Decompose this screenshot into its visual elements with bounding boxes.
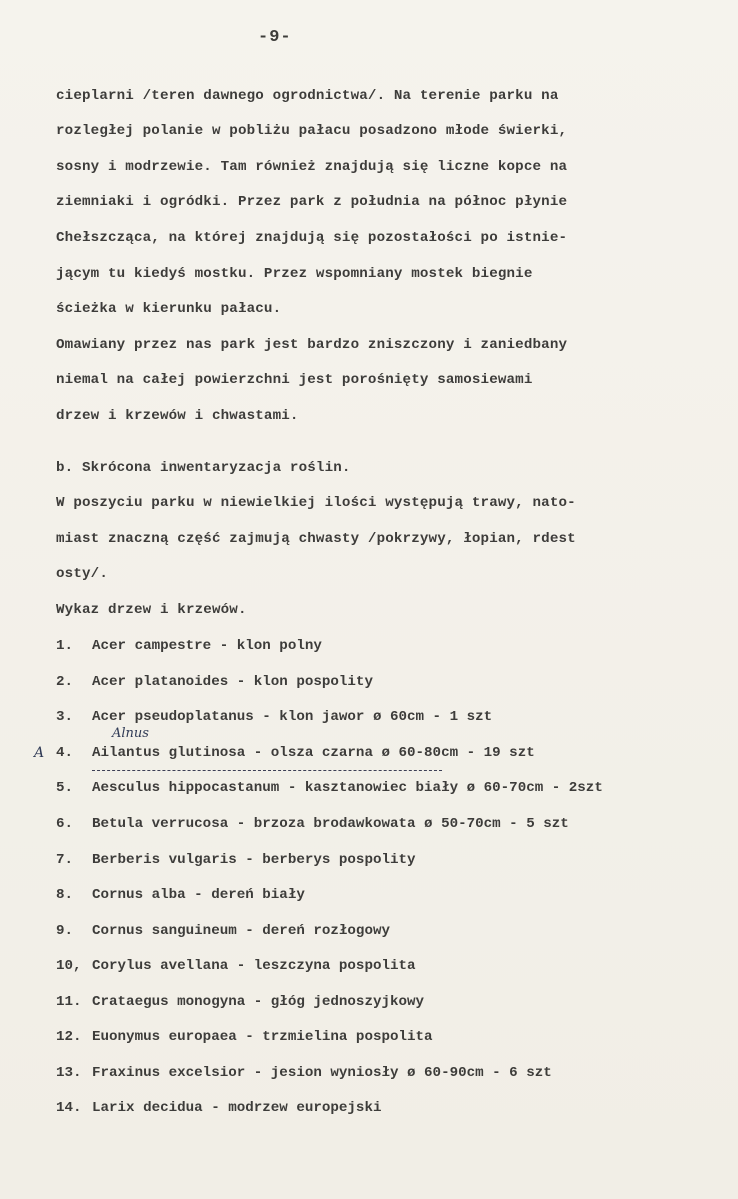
list-item — [56, 923, 390, 939]
list-item — [56, 674, 373, 690]
paragraph-line: jącym tu kiedyś mostku. Przez wspomniany mostek biegnie — [56, 266, 533, 282]
list-item — [56, 852, 416, 868]
item-number: 11. — [56, 994, 82, 1010]
paragraph-line: niemal na całej powierzchni jest porośnięty samosiewami — [56, 372, 533, 388]
item-number: 1. — [56, 638, 74, 654]
paragraph-line: rozległej polanie w pobliżu pałacu posadzono młode świerki, — [56, 123, 568, 139]
item-number: 4. — [56, 745, 74, 761]
list-item — [56, 709, 492, 725]
underline-mark — [92, 770, 442, 771]
page-number: -9- — [258, 28, 292, 47]
paragraph-line: ziemniaki i ogródki. Przez park z południa na północ płynie — [56, 194, 568, 210]
item-text: Acer campestre - klon polny — [92, 638, 322, 654]
item-number: 13. — [56, 1065, 82, 1081]
list-item — [56, 1065, 552, 1081]
list-item — [56, 638, 322, 654]
list-item — [56, 994, 424, 1010]
item-number: 10, — [56, 958, 82, 974]
list-heading: Wykaz drzew i krzewów. — [56, 602, 247, 618]
paragraph-line: Chełszcząca, na której znajdują się pozostałości po istnie- — [56, 230, 568, 246]
list-item — [56, 816, 569, 832]
list-item — [56, 780, 603, 796]
item-text: Corylus avellana - leszczyna pospolita — [92, 958, 416, 974]
section-line: osty/. — [56, 566, 108, 582]
paragraph-line: cieplarni /teren dawnego ogrodnictwa/. Na terenie parku na — [56, 88, 559, 104]
item-text: Euonymus europaea - trzmielina pospolita — [92, 1029, 433, 1045]
list-item — [56, 745, 535, 761]
item-text: Acer pseudoplatanus - klon jawor ø 60cm - 1 szt — [92, 709, 493, 725]
item-text: Acer platanoides - klon pospolity — [92, 674, 373, 690]
paragraph-line: Omawiany przez nas park jest bardzo zniszczony i zaniedbany — [56, 337, 568, 353]
item-text: Crataegus monogyna - głóg jednoszyjkowy — [92, 994, 425, 1010]
section-line: W poszyciu parku w niewielkiej ilości występują trawy, nato- — [56, 495, 576, 511]
item-number: 5. — [56, 780, 74, 796]
item-number: 6. — [56, 816, 74, 832]
paragraph-line: ścieżka w kierunku pałacu. — [56, 301, 282, 317]
handwritten-correction: Alnus — [112, 726, 149, 741]
item-text: Larix decidua - modrzew europejski — [92, 1100, 382, 1116]
list-item — [56, 1100, 381, 1116]
item-text: Berberis vulgaris - berberys pospolity — [92, 852, 416, 868]
paragraph-line: drzew i krzewów i chwastami. — [56, 408, 299, 424]
item-text: Cornus sanguineum - dereń rozłogowy — [92, 923, 390, 939]
item-number: 8. — [56, 887, 74, 903]
item-text: Cornus alba - dereń biały — [92, 887, 305, 903]
item-text: Fraxinus excelsior - jesion wyniosły ø 60-90cm - 6 szt — [92, 1065, 552, 1081]
item-text: Ailantus glutinosa - olsza czarna ø 60-80cm - 19 szt — [92, 745, 535, 761]
list-item — [56, 1029, 433, 1045]
section-heading: b. Skrócona inwentaryzacja roślin. — [56, 460, 351, 476]
section-line: miast znaczną część zajmują chwasty /pokrzywy, łopian, rdest — [56, 531, 576, 547]
list-item — [56, 887, 305, 903]
margin-mark: A — [34, 745, 45, 761]
item-number: 7. — [56, 852, 74, 868]
item-number: 14. — [56, 1100, 82, 1116]
item-number: 12. — [56, 1029, 82, 1045]
paragraph-line: sosny i modrzewie. Tam również znajdują się liczne kopce na — [56, 159, 568, 175]
item-text: Betula verrucosa - brzoza brodawkowata ø 50-70cm - 5 szt — [92, 816, 569, 832]
list-item — [56, 958, 416, 974]
item-number: 3. — [56, 709, 74, 725]
item-text: Aesculus hippocastanum - kasztanowiec biały ø 60-70cm - 2szt — [92, 780, 603, 796]
item-number: 9. — [56, 923, 74, 939]
item-number: 2. — [56, 674, 74, 690]
